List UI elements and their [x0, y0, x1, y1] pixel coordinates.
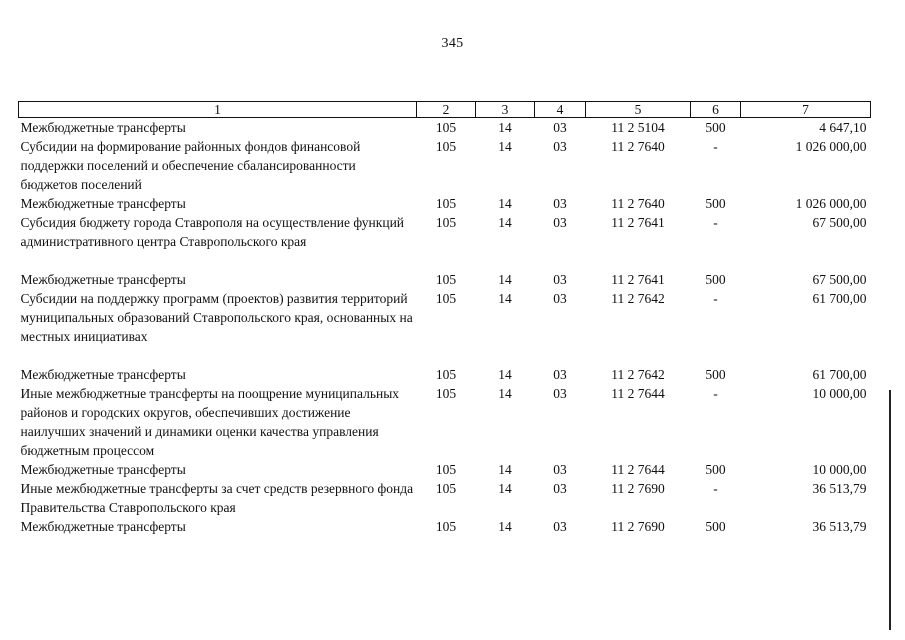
table-row	[19, 289, 871, 365]
row-code-6: -	[713, 386, 718, 401]
row-code-6: -	[713, 291, 718, 306]
row-code-4: 03	[553, 291, 567, 306]
row-code-2: 105	[435, 120, 457, 135]
row-code-5: 11 2 7642	[611, 367, 665, 382]
row-code-4: 03	[553, 139, 567, 154]
row-code-4: 03	[553, 215, 567, 230]
column-header: 3	[476, 102, 535, 118]
row-code-3: 14	[498, 120, 512, 135]
row-amount: 67 500,00	[812, 215, 867, 230]
column-header: 5	[586, 102, 691, 118]
table-row	[19, 213, 871, 270]
row-code-6: 500	[705, 367, 726, 382]
row-code-4: 03	[553, 386, 567, 401]
row-name: Иные межбюджетные трансферты на поощрение муниципальных районов и городских округов, обеспечивших достижение наилучших значений и динамики оценки качества управления бюджетным процессом	[20, 386, 400, 458]
row-code-5: 11 2 7640	[611, 139, 665, 154]
row-code-4: 03	[553, 481, 567, 496]
row-amount: 1 026 000,00	[795, 196, 867, 211]
row-name: Межбюджетные трансферты	[20, 519, 186, 534]
row-code-6: -	[713, 481, 718, 496]
row-code-6: 500	[705, 120, 726, 135]
row-code-5: 11 2 7640	[611, 196, 665, 211]
row-name: Межбюджетные трансферты	[20, 272, 186, 287]
column-header: 2	[417, 102, 476, 118]
row-code-4: 03	[553, 196, 567, 211]
column-header: 1	[19, 102, 417, 118]
row-amount: 4 647,10	[819, 120, 867, 135]
row-amount: 61 700,00	[812, 367, 867, 382]
row-code-2: 105	[435, 196, 457, 211]
table-row	[19, 517, 871, 536]
row-code-3: 14	[498, 367, 512, 382]
row-code-5: 11 2 7644	[611, 386, 665, 401]
row-name: Межбюджетные трансферты	[20, 120, 186, 135]
row-code-3: 14	[498, 386, 512, 401]
row-name: Субсидии на формирование районных фондов финансовой поддержки поселений и обеспечение сбалансированности бюджетов поселений	[20, 139, 361, 192]
row-code-4: 03	[553, 120, 567, 135]
row-code-2: 105	[435, 291, 457, 306]
row-code-6: 500	[705, 519, 726, 534]
row-name: Межбюджетные трансферты	[20, 462, 186, 477]
table-row	[19, 479, 871, 517]
row-code-2: 105	[435, 139, 457, 154]
row-code-5: 11 2 7690	[611, 519, 665, 534]
row-name: Межбюджетные трансферты	[20, 196, 186, 211]
row-name: Межбюджетные трансферты	[20, 367, 186, 382]
row-code-3: 14	[498, 139, 512, 154]
row-code-3: 14	[498, 196, 512, 211]
row-code-6: -	[713, 139, 718, 154]
row-code-2: 105	[435, 386, 457, 401]
row-code-6: -	[713, 215, 718, 230]
row-code-5: 11 2 7690	[611, 481, 665, 496]
row-code-4: 03	[553, 367, 567, 382]
row-code-6: 500	[705, 272, 726, 287]
row-amount: 61 700,00	[812, 291, 867, 306]
row-code-4: 03	[553, 462, 567, 477]
row-code-3: 14	[498, 291, 512, 306]
row-name: Иные межбюджетные трансферты за счет средств резервного фонда Правительства Ставропольского края	[20, 481, 414, 515]
row-code-3: 14	[498, 272, 512, 287]
table-row	[19, 384, 871, 460]
column-header: 7	[741, 102, 871, 118]
column-header: 6	[691, 102, 741, 118]
table-row	[19, 118, 871, 138]
row-code-5: 11 2 7641	[611, 215, 665, 230]
column-header: 4	[535, 102, 586, 118]
row-code-3: 14	[498, 215, 512, 230]
row-name: Субсидия бюджету города Ставрополя на осуществление функций административного центра Ставропольского края	[20, 215, 405, 249]
row-code-4: 03	[553, 272, 567, 287]
row-code-2: 105	[435, 215, 457, 230]
page-number: 345	[441, 36, 464, 51]
row-code-3: 14	[498, 519, 512, 534]
table-row	[19, 194, 871, 213]
row-amount: 36 513,79	[812, 481, 867, 496]
row-name: Субсидии на поддержку программ (проектов) развития территорий муниципальных образований Ставропольского края, основанных на местных инициативах	[20, 291, 413, 344]
row-code-5: 11 2 7642	[611, 291, 665, 306]
row-amount: 1 026 000,00	[795, 139, 867, 154]
row-code-3: 14	[498, 481, 512, 496]
row-code-6: 500	[705, 196, 726, 211]
table-row	[19, 137, 871, 194]
budget-table	[18, 101, 870, 536]
row-amount: 36 513,79	[812, 519, 867, 534]
table-row	[19, 270, 871, 289]
row-code-4: 03	[553, 519, 567, 534]
row-code-6: 500	[705, 462, 726, 477]
row-code-5: 11 2 5104	[611, 120, 665, 135]
row-code-5: 11 2 7641	[611, 272, 665, 287]
row-code-5: 11 2 7644	[611, 462, 665, 477]
scan-edge-mark	[889, 390, 891, 630]
row-code-2: 105	[435, 481, 457, 496]
row-amount: 10 000,00	[812, 462, 867, 477]
row-amount: 67 500,00	[812, 272, 867, 287]
row-code-2: 105	[435, 367, 457, 382]
row-code-2: 105	[435, 272, 457, 287]
row-amount: 10 000,00	[812, 386, 867, 401]
row-code-3: 14	[498, 462, 512, 477]
table-header-row	[19, 102, 871, 118]
table-row	[19, 460, 871, 479]
row-code-2: 105	[435, 462, 457, 477]
row-code-2: 105	[435, 519, 457, 534]
table-row	[19, 365, 871, 384]
